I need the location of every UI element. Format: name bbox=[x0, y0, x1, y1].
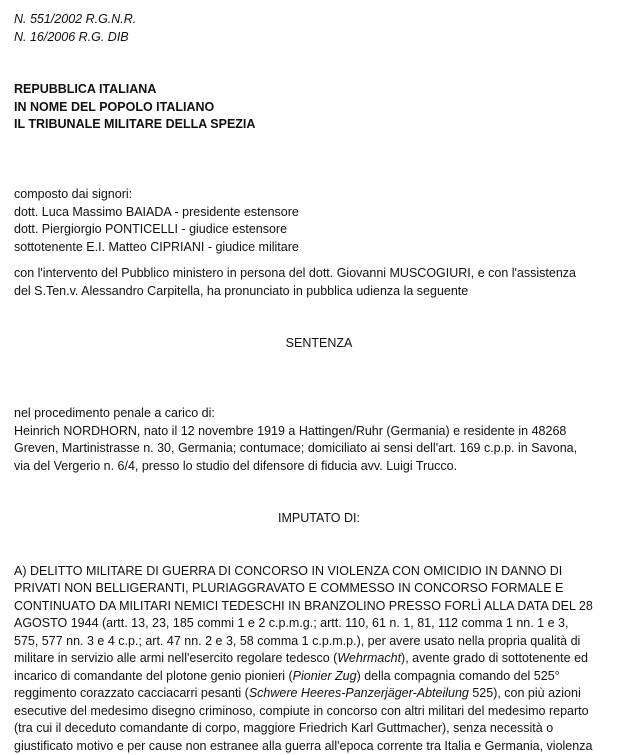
procedimento-paragraph bbox=[14, 405, 624, 475]
charge-line-6-text: militare in servizio alle armi nell'esercito regolare tedesco ( bbox=[14, 651, 337, 665]
title-tribunale: IL TRIBUNALE MILITARE DELLA SPEZIA bbox=[14, 116, 624, 134]
composition-member-president: dott. Luca Massimo BAIADA - presidente estensore bbox=[14, 204, 624, 222]
charge-line-8-text: reggimento corazzato cacciacarri pesanti ( bbox=[14, 686, 249, 700]
procedimento-line-1: nel procedimento penale a carico di: bbox=[14, 405, 624, 423]
procedimento-line-3: Greven, Martinistrasse n. 30, Germania; contumace; domiciliato ai sensi dell'art. 169 c.p.p. in Savona, bbox=[14, 440, 624, 458]
charge-paragraph bbox=[14, 563, 624, 755]
case-number-rgdib: N. 16/2006 R.G. DIB bbox=[14, 29, 624, 47]
charge-line-10: (tra cui il deceduto comandante di corpo, maggiore Friedrich Karl Guttmacher), senza necessità o bbox=[14, 720, 624, 738]
composition-member-military-judge: sottotenente E.I. Matteo CIPRIANI - giudice militare bbox=[14, 239, 624, 257]
procedimento-line-4: via del Vergerio n. 6/4, presso lo studio del difensore di fiducia avv. Luigi Trucco. bbox=[14, 458, 624, 476]
court-composition bbox=[14, 186, 624, 256]
panzerjaeger-term: Schwere Heeres-Panzerjäger-Abteilung bbox=[249, 686, 469, 700]
title-repubblica: REPUBBLICA ITALIANA bbox=[14, 81, 624, 99]
charge-line-8 bbox=[14, 685, 624, 703]
charge-line-6-end: ), avente grado di sottotenente ed bbox=[401, 651, 588, 665]
intervento-paragraph bbox=[14, 265, 624, 300]
charge-line-4: AGOSTO 1944 (artt. 13, 23, 185 commi 1 e 2 c.p.m.g.; artt. 110, 61 n. 1, 81, 112 comma 1 nn. 1 e 3, bbox=[14, 615, 624, 633]
pionier-zug-term: Pionier Zug bbox=[293, 669, 357, 683]
document-page bbox=[14, 11, 624, 755]
charge-line-9: esecutive del medesimo disegno criminoso, compiute in concorso con altri militari del medesimo reparto bbox=[14, 703, 624, 721]
intervento-line-2: del S.Ten.v. Alessandro Carpitella, ha pronunciato in pubblica udienza la seguente bbox=[14, 283, 624, 301]
procedimento-line-2: Heinrich NORDHORN, nato il 12 novembre 1919 a Hattingen/Ruhr (Germania) e residente in 48268 bbox=[14, 423, 624, 441]
composition-intro: composto dai signori: bbox=[14, 186, 624, 204]
intervento-line-1: con l'intervento del Pubblico ministero in persona del dott. Giovanni MUSCOGIURI, e con l'assistenza bbox=[14, 265, 624, 283]
case-reference-block bbox=[14, 11, 624, 46]
charge-line-8-end: 525), con più azioni bbox=[469, 686, 581, 700]
charge-line-2: PRIVATI NON BELLIGERANTI, PLURIAGGRAVATO E COMMESSO IN CONCORSO FORMALE E bbox=[14, 580, 624, 598]
title-popolo: IN NOME DEL POPOLO ITALIANO bbox=[14, 99, 624, 117]
charge-line-5: 575, 577 nn. 3 e 4 c.p.; art. 47 nn. 2 e 3, 58 comma 1 c.p.m.p.), per avere usato nella propria qualità di bbox=[14, 633, 624, 651]
case-number-rgnr: N. 551/2002 R.G.N.R. bbox=[14, 11, 624, 29]
charge-line-11: giustificato motivo e per cause non estranee alla guerra all'epoca corrente tra Italia e Germania, violenza bbox=[14, 738, 624, 755]
charge-line-3: CONTINUATO DA MILITARI NEMICI TEDESCHI IN BRANZOLINO PRESSO FORLÌ ALLA DATA DEL 28 bbox=[14, 598, 624, 616]
charge-line-7-text: incarico di comandante del plotone genio pionieri ( bbox=[14, 669, 293, 683]
court-title-block bbox=[14, 81, 624, 134]
charge-line-6 bbox=[14, 650, 624, 668]
imputato-heading: IMPUTATO DI: bbox=[14, 510, 624, 528]
sentenza-heading: SENTENZA bbox=[14, 335, 624, 353]
charge-line-7 bbox=[14, 668, 624, 686]
wehrmacht-term: Wehrmacht bbox=[337, 651, 401, 665]
charge-line-7-end: ) della compagnia comando del 525° bbox=[357, 669, 560, 683]
charge-line-1: A) DELITTO MILITARE DI GUERRA DI CONCORSO IN VIOLENZA CON OMICIDIO IN DANNO DI bbox=[14, 563, 624, 581]
composition-member-judge: dott. Piergiorgio PONTICELLI - giudice estensore bbox=[14, 221, 624, 239]
